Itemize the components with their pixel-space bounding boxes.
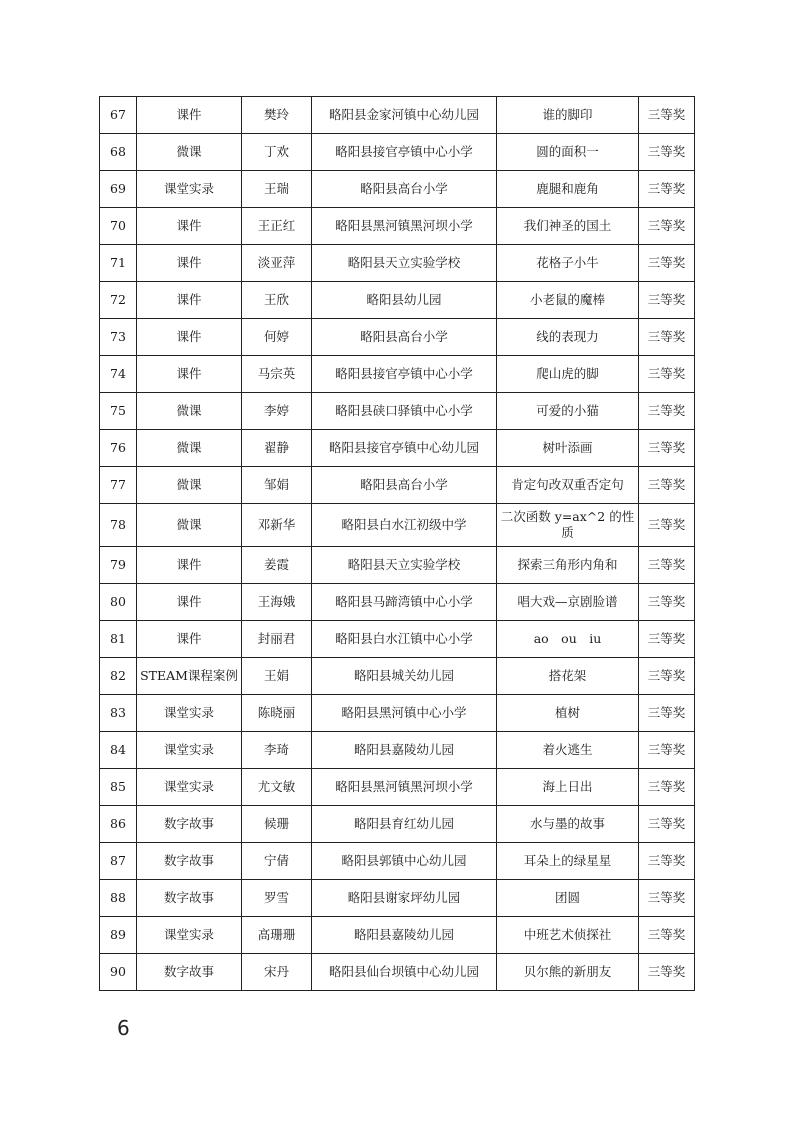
- work-title-cell: 唱大戏—京剧脸谱: [497, 584, 639, 621]
- school-cell: 略阳县仙台坝镇中心幼儿园: [312, 954, 497, 991]
- category-cell: 数字故事: [137, 954, 242, 991]
- award-cell: 三等奖: [639, 732, 695, 769]
- table-row: [100, 356, 695, 393]
- row-number-cell: 90: [100, 954, 137, 991]
- school-cell: 略阳县天立实验学校: [312, 245, 497, 282]
- row-number-cell: 83: [100, 695, 137, 732]
- table-row: [100, 843, 695, 880]
- author-name-cell: 李琦: [242, 732, 312, 769]
- work-title-cell: 二次函数 y=ax^2 的性质: [497, 504, 639, 547]
- category-cell: 课件: [137, 97, 242, 134]
- author-name-cell: 罗雪: [242, 880, 312, 917]
- school-cell: 略阳县谢家坪幼儿园: [312, 880, 497, 917]
- award-cell: 三等奖: [639, 467, 695, 504]
- work-title-cell: 圆的面积一: [497, 134, 639, 171]
- row-number-cell: 76: [100, 430, 137, 467]
- school-cell: 略阳县天立实验学校: [312, 547, 497, 584]
- category-cell: 课件: [137, 584, 242, 621]
- work-title-cell: 团圆: [497, 880, 639, 917]
- school-cell: 略阳县嘉陵幼儿园: [312, 917, 497, 954]
- table-row: [100, 880, 695, 917]
- work-title-cell: 谁的脚印: [497, 97, 639, 134]
- table-row: [100, 134, 695, 171]
- author-name-cell: 王欣: [242, 282, 312, 319]
- row-number-cell: 84: [100, 732, 137, 769]
- table-row: [100, 732, 695, 769]
- category-cell: 课件: [137, 208, 242, 245]
- award-cell: 三等奖: [639, 208, 695, 245]
- award-cell: 三等奖: [639, 584, 695, 621]
- award-cell: 三等奖: [639, 97, 695, 134]
- school-cell: 略阳县硖口驿镇中心小学: [312, 393, 497, 430]
- row-number-cell: 79: [100, 547, 137, 584]
- school-cell: 略阳县高台小学: [312, 467, 497, 504]
- category-cell: 微课: [137, 393, 242, 430]
- row-number-cell: 67: [100, 97, 137, 134]
- work-title-cell: 肯定句改双重否定句: [497, 467, 639, 504]
- author-name-cell: 高珊珊: [242, 917, 312, 954]
- category-cell: STEAM课程案例: [137, 658, 242, 695]
- author-name-cell: 何婷: [242, 319, 312, 356]
- category-cell: 微课: [137, 504, 242, 547]
- author-name-cell: 候珊: [242, 806, 312, 843]
- award-cell: 三等奖: [639, 504, 695, 547]
- table-row: [100, 806, 695, 843]
- row-number-cell: 69: [100, 171, 137, 208]
- table-row: [100, 467, 695, 504]
- work-title-cell: 贝尔熊的新朋友: [497, 954, 639, 991]
- school-cell: 略阳县嘉陵幼儿园: [312, 732, 497, 769]
- row-number-cell: 78: [100, 504, 137, 547]
- award-cell: 三等奖: [639, 843, 695, 880]
- category-cell: 课件: [137, 245, 242, 282]
- row-number-cell: 89: [100, 917, 137, 954]
- category-cell: 课件: [137, 547, 242, 584]
- work-title-cell: 探索三角形内角和: [497, 547, 639, 584]
- row-number-cell: 68: [100, 134, 137, 171]
- category-cell: 微课: [137, 134, 242, 171]
- table-row: [100, 769, 695, 806]
- award-cell: 三等奖: [639, 134, 695, 171]
- school-cell: 略阳县黑河镇黑河坝小学: [312, 769, 497, 806]
- category-cell: 微课: [137, 467, 242, 504]
- category-cell: 课堂实录: [137, 769, 242, 806]
- work-title-cell: ao ou iu: [497, 621, 639, 658]
- awards-table: [99, 96, 695, 991]
- school-cell: 略阳县接官亭镇中心小学: [312, 356, 497, 393]
- work-title-cell: 可爱的小猫: [497, 393, 639, 430]
- author-name-cell: 淡亚萍: [242, 245, 312, 282]
- author-name-cell: 王正红: [242, 208, 312, 245]
- row-number-cell: 81: [100, 621, 137, 658]
- work-title-cell: 我们神圣的国土: [497, 208, 639, 245]
- school-cell: 略阳县白水江初级中学: [312, 504, 497, 547]
- work-title-cell: 着火逃生: [497, 732, 639, 769]
- category-cell: 课件: [137, 319, 242, 356]
- school-cell: 略阳县马蹄湾镇中心小学: [312, 584, 497, 621]
- work-title-cell: 爬山虎的脚: [497, 356, 639, 393]
- award-cell: 三等奖: [639, 282, 695, 319]
- award-cell: 三等奖: [639, 171, 695, 208]
- work-title-cell: 植树: [497, 695, 639, 732]
- category-cell: 课件: [137, 282, 242, 319]
- row-number-cell: 86: [100, 806, 137, 843]
- author-name-cell: 李婷: [242, 393, 312, 430]
- table-row: [100, 430, 695, 467]
- school-cell: 略阳县金家河镇中心幼儿园: [312, 97, 497, 134]
- author-name-cell: 王海娥: [242, 584, 312, 621]
- author-name-cell: 王娟: [242, 658, 312, 695]
- category-cell: 微课: [137, 430, 242, 467]
- table-body: [100, 97, 695, 991]
- row-number-cell: 77: [100, 467, 137, 504]
- work-title-cell: 海上日出: [497, 769, 639, 806]
- award-cell: 三等奖: [639, 393, 695, 430]
- category-cell: 课堂实录: [137, 732, 242, 769]
- author-name-cell: 姜霞: [242, 547, 312, 584]
- table-row: [100, 954, 695, 991]
- author-name-cell: 邓新华: [242, 504, 312, 547]
- award-cell: 三等奖: [639, 806, 695, 843]
- table-row: [100, 504, 695, 547]
- table-row: [100, 208, 695, 245]
- table-row: [100, 245, 695, 282]
- award-cell: 三等奖: [639, 245, 695, 282]
- work-title-cell: 线的表现力: [497, 319, 639, 356]
- school-cell: 略阳县接官亭镇中心小学: [312, 134, 497, 171]
- category-cell: 课堂实录: [137, 917, 242, 954]
- award-cell: 三等奖: [639, 917, 695, 954]
- work-title-cell: 小老鼠的魔棒: [497, 282, 639, 319]
- author-name-cell: 尤文敏: [242, 769, 312, 806]
- table-row: [100, 282, 695, 319]
- work-title-cell: 耳朵上的绿星星: [497, 843, 639, 880]
- award-cell: 三等奖: [639, 695, 695, 732]
- table-row: [100, 171, 695, 208]
- award-cell: 三等奖: [639, 547, 695, 584]
- award-cell: 三等奖: [639, 954, 695, 991]
- author-name-cell: 封丽君: [242, 621, 312, 658]
- author-name-cell: 宋丹: [242, 954, 312, 991]
- work-title-cell: 搭花架: [497, 658, 639, 695]
- school-cell: 略阳县接官亭镇中心幼儿园: [312, 430, 497, 467]
- category-cell: 数字故事: [137, 880, 242, 917]
- row-number-cell: 72: [100, 282, 137, 319]
- work-title-cell: 水与墨的故事: [497, 806, 639, 843]
- work-title-cell: 鹿腿和鹿角: [497, 171, 639, 208]
- row-number-cell: 74: [100, 356, 137, 393]
- award-cell: 三等奖: [639, 880, 695, 917]
- row-number-cell: 85: [100, 769, 137, 806]
- school-cell: 略阳县郭镇中心幼儿园: [312, 843, 497, 880]
- table-row: [100, 917, 695, 954]
- table-row: [100, 97, 695, 134]
- table-row: [100, 621, 695, 658]
- row-number-cell: 70: [100, 208, 137, 245]
- table-row: [100, 319, 695, 356]
- category-cell: 数字故事: [137, 806, 242, 843]
- author-name-cell: 宁倩: [242, 843, 312, 880]
- award-cell: 三等奖: [639, 769, 695, 806]
- category-cell: 数字故事: [137, 843, 242, 880]
- category-cell: 课件: [137, 356, 242, 393]
- table-row: [100, 393, 695, 430]
- school-cell: 略阳县白水江镇中心小学: [312, 621, 497, 658]
- school-cell: 略阳县高台小学: [312, 319, 497, 356]
- author-name-cell: 马宗英: [242, 356, 312, 393]
- category-cell: 课堂实录: [137, 171, 242, 208]
- award-cell: 三等奖: [639, 430, 695, 467]
- page-number: 6: [117, 1016, 130, 1040]
- row-number-cell: 71: [100, 245, 137, 282]
- table-row: [100, 547, 695, 584]
- table-row: [100, 695, 695, 732]
- award-cell: 三等奖: [639, 319, 695, 356]
- table-row: [100, 658, 695, 695]
- row-number-cell: 73: [100, 319, 137, 356]
- row-number-cell: 87: [100, 843, 137, 880]
- award-cell: 三等奖: [639, 356, 695, 393]
- row-number-cell: 75: [100, 393, 137, 430]
- work-title-cell: 花格子小牛: [497, 245, 639, 282]
- row-number-cell: 82: [100, 658, 137, 695]
- school-cell: 略阳县育红幼儿园: [312, 806, 497, 843]
- school-cell: 略阳县黑河镇中心小学: [312, 695, 497, 732]
- author-name-cell: 王瑞: [242, 171, 312, 208]
- category-cell: 课堂实录: [137, 695, 242, 732]
- author-name-cell: 樊玲: [242, 97, 312, 134]
- award-cell: 三等奖: [639, 621, 695, 658]
- row-number-cell: 88: [100, 880, 137, 917]
- category-cell: 课件: [137, 621, 242, 658]
- work-title-cell: 中班艺术侦探社: [497, 917, 639, 954]
- author-name-cell: 翟静: [242, 430, 312, 467]
- author-name-cell: 丁欢: [242, 134, 312, 171]
- school-cell: 略阳县城关幼儿园: [312, 658, 497, 695]
- author-name-cell: 邹娟: [242, 467, 312, 504]
- row-number-cell: 80: [100, 584, 137, 621]
- table-row: [100, 584, 695, 621]
- school-cell: 略阳县高台小学: [312, 171, 497, 208]
- school-cell: 略阳县幼儿园: [312, 282, 497, 319]
- author-name-cell: 陈晓丽: [242, 695, 312, 732]
- school-cell: 略阳县黑河镇黑河坝小学: [312, 208, 497, 245]
- award-cell: 三等奖: [639, 658, 695, 695]
- work-title-cell: 树叶添画: [497, 430, 639, 467]
